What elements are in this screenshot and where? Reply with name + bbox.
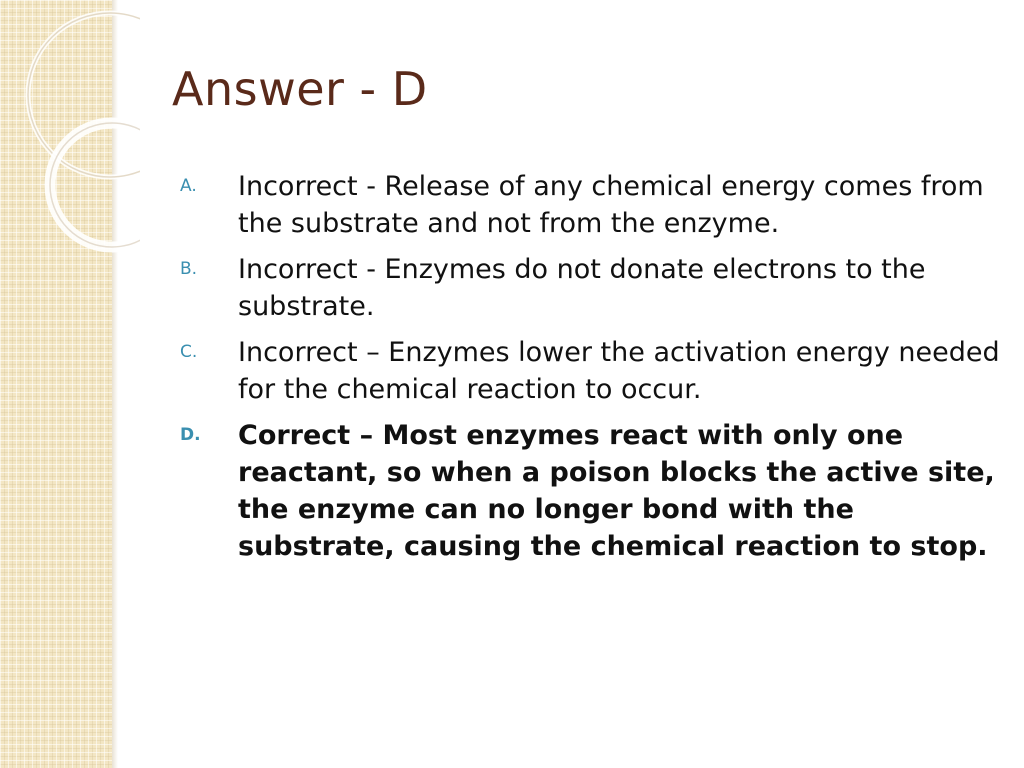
slide-title: Answer - D xyxy=(172,62,428,116)
answer-item-b xyxy=(180,251,1000,325)
answer-letter: C. xyxy=(180,342,198,362)
answer-letter: D. xyxy=(180,425,201,445)
answer-list xyxy=(180,168,1000,574)
answer-text: Incorrect - Release of any chemical energy comes from the substrate and not from the enzyme. xyxy=(238,171,984,239)
answer-text: Incorrect - Enzymes do not donate electrons to the substrate. xyxy=(238,254,926,322)
answer-item-a xyxy=(180,168,1000,242)
answer-item-d-correct xyxy=(180,417,1000,565)
answer-letter: B. xyxy=(180,259,198,279)
answer-text: Correct – Most enzymes react with only one reactant, so when a poison blocks the active site, the enzyme can no longer bond with the substrate, causing the chemical reaction to stop. xyxy=(238,420,995,562)
answer-text: Incorrect – Enzymes lower the activation energy needed for the chemical reaction to occur. xyxy=(238,337,1000,405)
answer-letter: A. xyxy=(180,176,197,196)
answer-item-c xyxy=(180,334,1000,408)
decorative-rings xyxy=(0,0,140,260)
